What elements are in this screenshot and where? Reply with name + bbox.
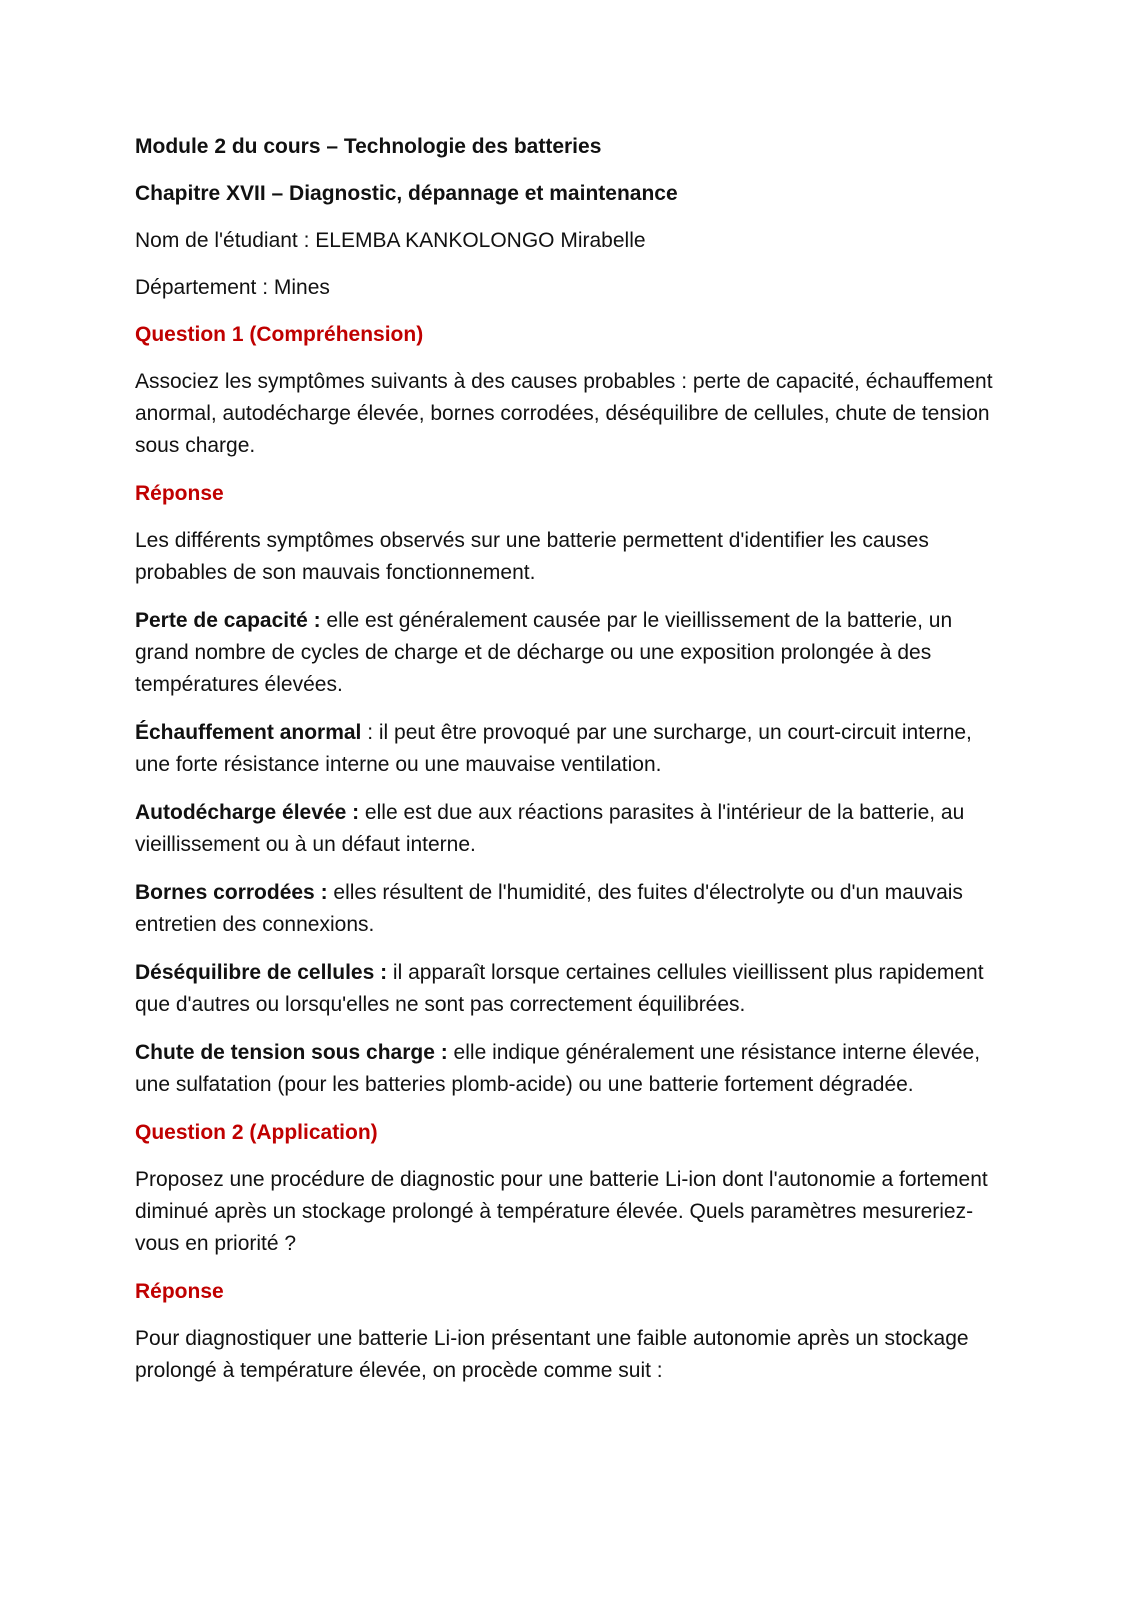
answer-2-intro: Pour diagnostiquer une batterie Li-ion présentant une faible autonomie après un stockage prolongé à température élevée, on procède comme suit : (135, 1327, 969, 1382)
question-1-text: Associez les symptômes suivants à des causes probables : perte de capacité, échauffement anormal, autodécharge élevée, bornes corrodées, déséquilibre de cellules, chute de tension sous charge. (135, 370, 993, 457)
answer-item-term: Autodécharge élevée : (135, 801, 360, 824)
answer-item-text: elle est due aux réactions parasites à l'intérieur de la batterie, au vieillissement ou à un défaut interne. (135, 801, 965, 856)
answer-item-term: Chute de tension sous charge : (135, 1041, 448, 1064)
answer-1-intro: Les différents symptômes observés sur une batterie permettent d'identifier les causes probables de son mauvais fonctionnement. (135, 529, 929, 584)
answer-item (135, 717, 1005, 781)
answer-item-term: Bornes corrodées : (135, 881, 328, 904)
answer-item-text: elle indique généralement une résistance interne élevée, une sulfatation (pour les batteries plomb-acide) ou une batterie fortement dégradée. (135, 1041, 981, 1096)
module-title: Module 2 du cours – Technologie des batteries (135, 135, 602, 158)
chapter-title: Chapitre XVII – Diagnostic, dépannage et maintenance (135, 182, 678, 205)
answer-item-text: elles résultent de l'humidité, des fuites d'électrolyte ou d'un mauvais entretien des connexions. (135, 881, 963, 936)
answer-item-term: Échauffement anormal (135, 721, 362, 744)
answer-item (135, 877, 1005, 941)
question-2-text: Proposez une procédure de diagnostic pour une batterie Li-ion dont l'autonomie a fortement diminué après un stockage prolongé à température élevée. Quels paramètres mesureriez-vous en priorité ? (135, 1168, 988, 1255)
answer-1-heading: Réponse (135, 482, 224, 505)
answer-item-text: elle est généralement causée par le vieillissement de la batterie, un grand nombre de cycles de charge et de décharge ou une exposition prolongée à des températures élevées. (135, 609, 953, 696)
department: Département : Mines (135, 276, 330, 299)
question-1-heading: Question 1 (Compréhension) (135, 323, 424, 346)
answer-item (135, 605, 1005, 701)
answer-item-text: : il peut être provoqué par une surcharge, un court-circuit interne, une forte résistance interne ou une mauvaise ventilation. (135, 721, 972, 776)
answer-item (135, 957, 1005, 1021)
answer-item (135, 797, 1005, 861)
answer-item-term: Déséquilibre de cellules : (135, 961, 388, 984)
student-name: Nom de l'étudiant : ELEMBA KANKOLONGO Mirabelle (135, 229, 646, 252)
answer-2-heading: Réponse (135, 1280, 224, 1303)
answer-item (135, 1037, 1005, 1101)
question-2-heading: Question 2 (Application) (135, 1121, 378, 1144)
answer-item-term: Perte de capacité : (135, 609, 321, 632)
document-page (135, 131, 1005, 1403)
answer-item-text: il apparaît lorsque certaines cellules vieillissent plus rapidement que d'autres ou lorsqu'elles ne sont pas correctement équilibrées. (135, 961, 984, 1016)
